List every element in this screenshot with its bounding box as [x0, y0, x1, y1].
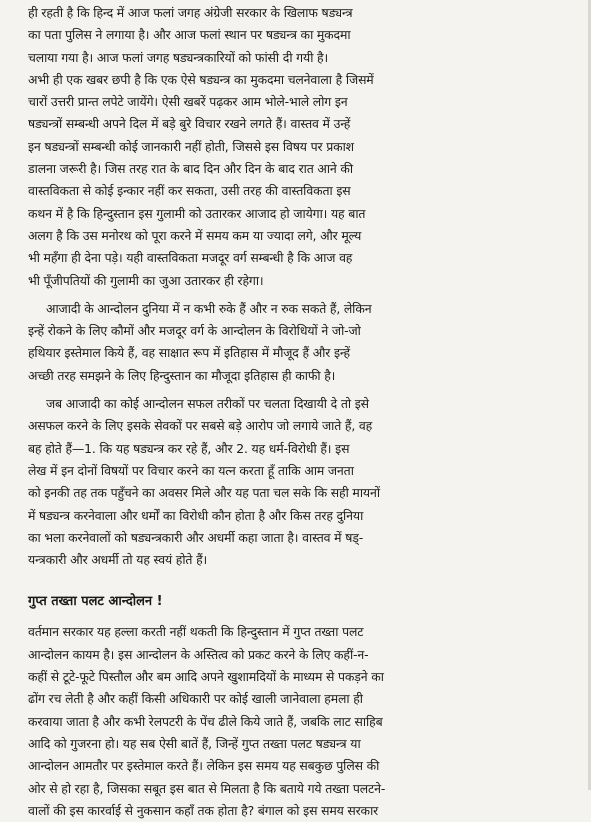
text-line: यन्त्रकारी और अधर्मी तो यह स्वयं होते हैं। [28, 552, 208, 568]
text-line: जब आजादी का कोई आन्दोलन सफल तरीकों पर चलता दिखायी दे तो इसे [46, 396, 369, 412]
text-line: को इनकी तह तक पहुँचने का अवसर मिले और यह पता चल सके कि सही मायनों [28, 485, 380, 501]
text-line: वर्तमान सरकार यह हल्ला करती नहीं थकती कि हिन्दुस्तान में गुप्त तख्ता पलट [28, 624, 364, 640]
text-line: चलाया गया है। आज फलां जगह षड्यन्त्रकारियों को फांसी दी गयी है। [28, 49, 329, 65]
text-line: असफल करने के लिए इसके सेवकों पर सबसे बड़े आरोप जो लगाये जाते हैं, वह [28, 418, 373, 434]
paragraph-2 [28, 298, 586, 387]
text-line: अलग है कि उस मनोरथ को पूरा करने में समय कम या ज्यादा लगे, और मूल्य [28, 227, 362, 243]
text-line: डालना जरूरी है। जिस तरह रात के बाद दिन और दिन के बाद रात आने की [28, 161, 353, 177]
text-line: का भला करनेवालों को षड्यन्त्रकारी और अधर्मी कहा जाता है। वास्तव में षड्- [28, 529, 364, 545]
text-line: अभी ही एक खबर छपी है कि एक ऐसे षड्यन्त्र का मुकदमा चलनेवाला है जिसमें [28, 71, 374, 87]
text-line: करवाया जाता है और कभी रेलपटरी के पेंच ढीले किये जाते हैं, जबकि लाट साहिब [28, 713, 383, 729]
text-line: भी पूँजीपतियों की गुलामी का जुआ उतारकर ही रहेगा। [28, 272, 264, 288]
text-line: षड्यन्त्रों सम्बन्धी अपने दिल में बड़े बुरे विचार रखने लगते हैं। वास्तव में उन्हें [28, 116, 351, 132]
text-line: ढोंग रच लेती है और कहीं किसी अधिकारी पर कोई खाली जानेवाला हमला ही [28, 691, 363, 707]
text-line: वालों की इस कारर्वाई से नुकसान कहाँ तक होता है? बंगाल को इस समय सरकार [28, 802, 379, 818]
text-line: अच्छी तरह समझने के लिए हिन्दुस्तान का मौजूदा इतिहास ही काफी है। [28, 367, 336, 383]
text-line: इन षड्यन्त्रों सम्बन्धी कोई जानकारी नहीं होती, जिससे इस विषय पर प्रकाश [28, 138, 354, 154]
text-line: हथियार इस्तेमाल किये हैं, वह साक्षात रूप में इतिहास में मौजूद हैं और इन्हें [28, 345, 350, 361]
text-line: ही रहती है कि हिन्द में आज फलां जगह अंग्रेजी सरकार के खिलाफ षड्यन्त्र [28, 5, 353, 20]
text-line: आजादी के आन्दोलन दुनिया में न कभी रुके हैं और न रुक सकते हैं, लेकिन [46, 300, 372, 316]
text-line: में षड्यन्त्र करनेवाला और धर्मों का विरोधी कौन होता है और किस तरह दुनिया [28, 507, 364, 523]
text-line: लेख में इन दोनों विषयों पर विचार करने का यत्न करता हूँ ताकि आम जनता [28, 462, 354, 478]
section-heading: गुप्त तख्ता पलट आन्दोलन ! [28, 594, 163, 610]
text-line: ओर से हो रहा है, जिसका सबूत इस बात से मिलता है कि बताये गये तख्ता पलटने- [28, 780, 386, 796]
text-line: कहीं से टूटे-फूटे पिस्तौल और बम आदि अपने खुशामदियों के माध्यम से पकड़ने का [28, 669, 384, 685]
text-line: कथन में है कि हिन्दुस्तान इस गुलामी को उतारकर आजाद हो जायेगा। यह बात [28, 205, 366, 221]
text-line: बह होते हैं—1. कि यह षड्यन्त्र कर रहे हैं, और 2. यह धर्म-विरोधी हैं। इस [28, 440, 350, 456]
text-line: आदि को गुजरना हो। यह सब ऐसी बातें हैं, जिन्हें गुप्त तख्ता पलट षड्यन्त्र या [28, 735, 361, 751]
text-line: चारों उत्तरी प्रान्त लपेटे जायेंगे। ऐसी खबरें पढ़कर आम भोले-भाले लोग इन [28, 94, 348, 110]
paragraph-4 [28, 621, 586, 822]
text-line: आन्दोलन आमतौर पर इस्तेमाल करते हैं। लेकिन इस समय यह सबकुछ पुलिस की [28, 758, 380, 774]
text-line: इन्हें रोकने के लिए कौमों और मजदूर वर्ग के आन्दोलन के विरोधियों ने जो-जो [28, 323, 361, 339]
paragraph-3 [28, 393, 586, 571]
text-line: भी महँगा ही देना पड़े। यही वास्तविकता मजदूर वर्ग सम्बन्धी है कि आज वह [28, 250, 353, 266]
document-page [28, 2, 586, 822]
text-line: का पता पुलिस ने लगाया है। और आज फलां स्थान पर षड्यन्त्र का मुकदमा [28, 27, 351, 43]
text-line: वास्तविकता से कोई इन्कार नहीं कर सकता, उसी तरह की वास्तविकता इस [28, 183, 351, 199]
text-line: आन्दोलन कायम है। इस आन्दोलन के अस्तित्व को प्रकट करने के लिए कहीं-न- [28, 646, 369, 662]
paragraph-1 [28, 2, 586, 292]
